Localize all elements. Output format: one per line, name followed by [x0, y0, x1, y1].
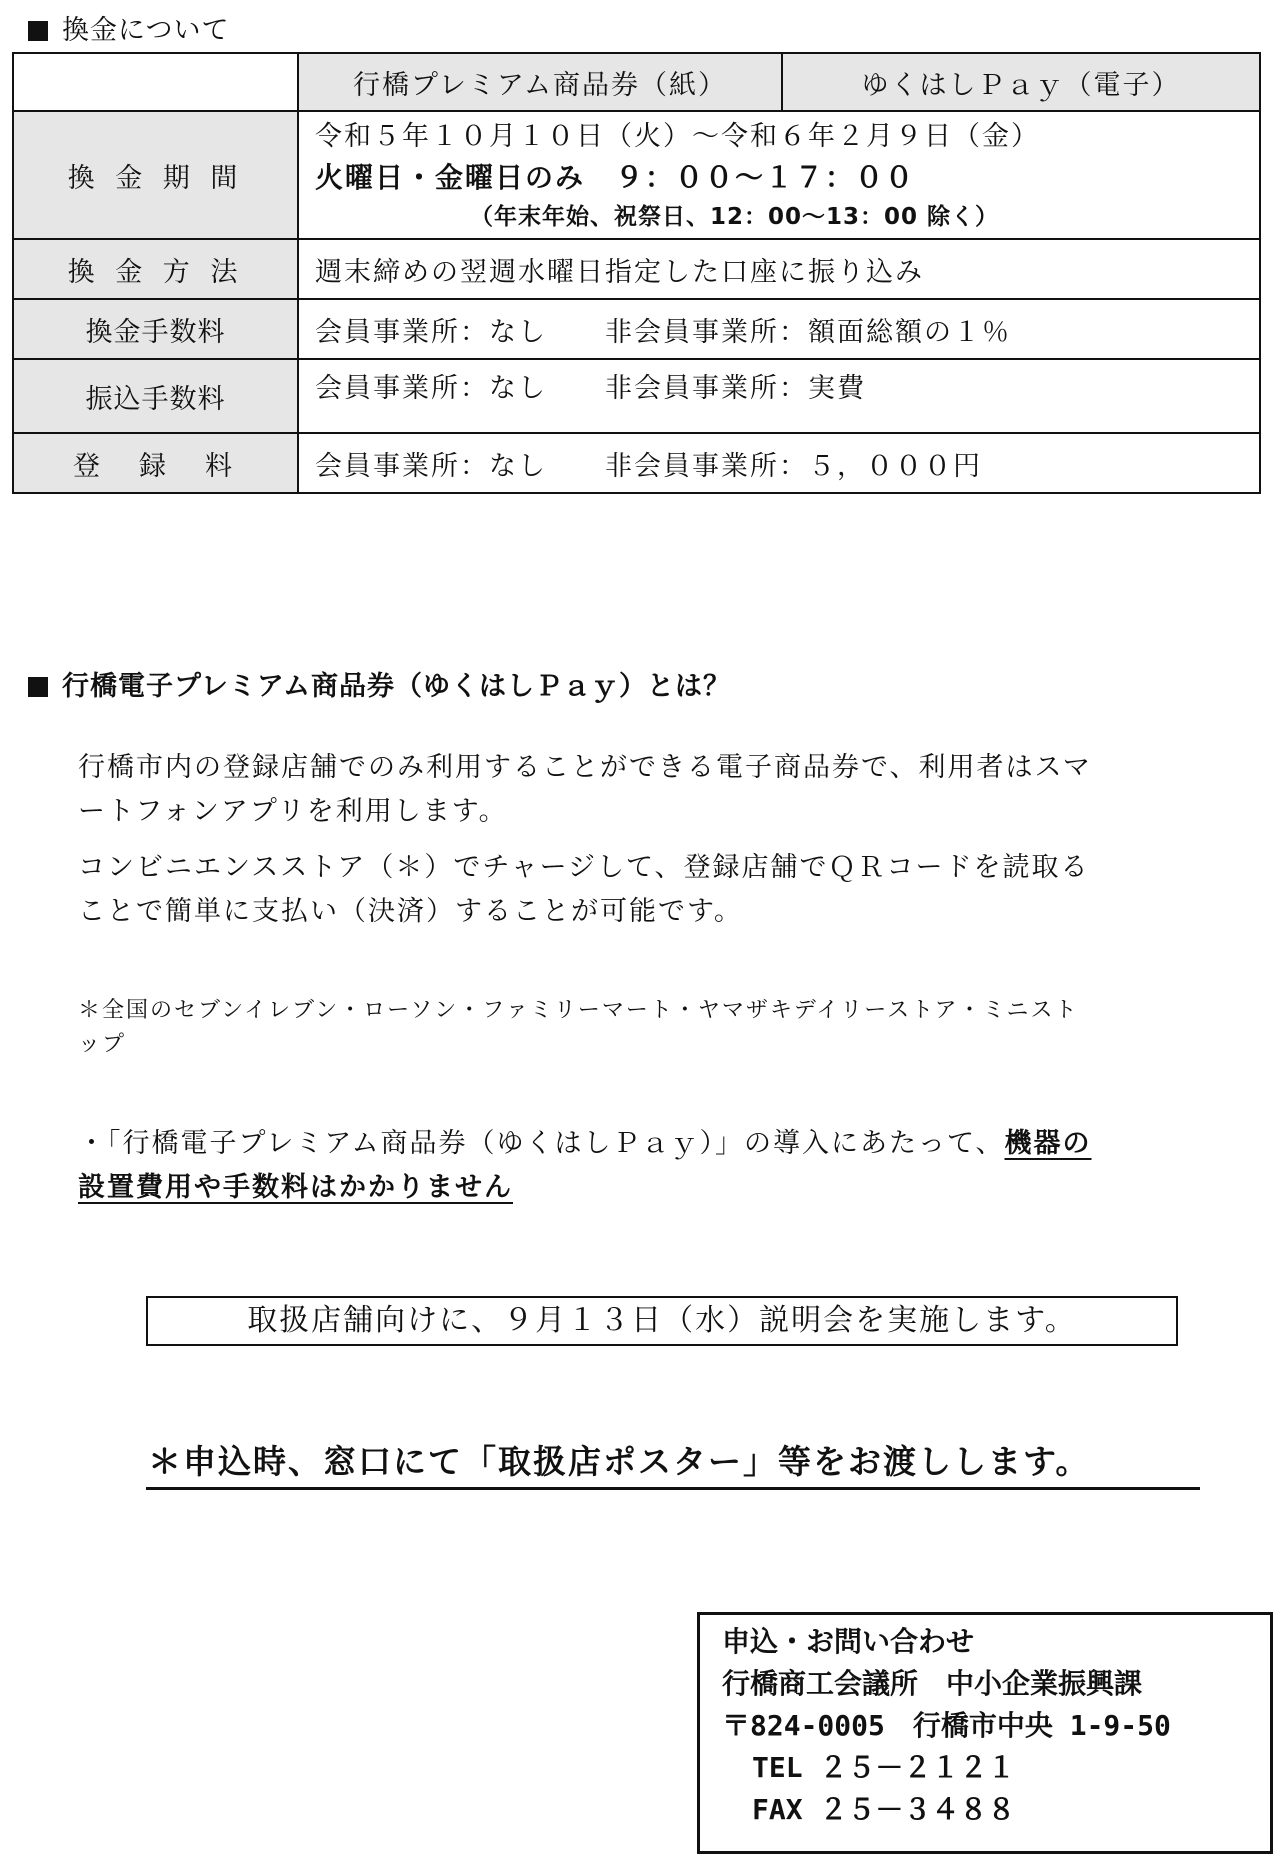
exchange-table: [12, 52, 1261, 494]
row-label-transfer-fee: 振込手数料: [13, 359, 298, 433]
about-heading: 行橋電子プレミアム商品券（ゆくはしＰａｙ）とは？: [28, 664, 731, 703]
about-paragraph-2: コンビニエンスストア（＊）でチャージして、登録店舗でＱＲコードを読取る ことで簡単に支払い（決済）することが可能です。: [78, 852, 1090, 927]
period-exclusions: （年末年始、祝祭日、12：00～13：00 除く）: [470, 204, 1000, 230]
contact-box: [697, 1612, 1273, 1854]
table-row: [13, 299, 1260, 359]
period-cell: [298, 111, 1260, 239]
table-row: [13, 239, 1260, 299]
row-label-method: 換 金 方 法: [13, 239, 298, 299]
header-digital: ゆくはしＰａｙ（電子）: [782, 53, 1260, 111]
exchange-heading: 換金について: [28, 8, 229, 47]
contact-organization: 行橋商工会議所 中小企業振興課: [722, 1667, 1143, 1700]
row-label-exchange-fee: 換金手数料: [13, 299, 298, 359]
period-dates: 令和５年１０月１０日（火）～令和６年２月９日（金）: [315, 121, 1040, 152]
row-label-registration-fee: 登 録 料: [13, 433, 298, 493]
square-bullet-icon: [28, 677, 48, 697]
contact-tel: TEL ２５－２１２１: [752, 1751, 1016, 1784]
table-row: [13, 359, 1260, 433]
about-paragraph-1: 行橋市内の登録店舗でのみ利用することができる電子商品券で、利用者はスマ ートフォンアプリを利用します。: [78, 752, 1092, 827]
method-value: 週末締めの翌週水曜日指定した口座に振り込み: [298, 239, 1260, 299]
table-header-row: [13, 53, 1260, 111]
table-row: [13, 111, 1260, 239]
contact-title: 申込・お問い合わせ: [722, 1625, 975, 1658]
row-label-period: 換 金 期 間: [13, 111, 298, 239]
table-row: [13, 433, 1260, 493]
contact-address: 〒824-0005 行橋市中央 1-9-50: [722, 1709, 1171, 1742]
transfer-fee-value: 会員事業所：なし 非会員事業所：実費: [298, 359, 1260, 433]
registration-fee-value: 会員事業所：なし 非会員事業所：５，０００円: [298, 433, 1260, 493]
period-hours: 火曜日・金曜日のみ ９：００～１７：００: [315, 161, 916, 194]
empty-corner-cell: [13, 53, 298, 111]
briefing-notice: 取扱店舗向けに、９月１３日（水）説明会を実施します。: [146, 1296, 1178, 1346]
square-bullet-icon: [28, 21, 48, 41]
exchange-fee-value: 会員事業所：なし 非会員事業所：額面総額の１％: [298, 299, 1260, 359]
header-paper: 行橋プレミアム商品券（紙）: [298, 53, 782, 111]
contact-fax: FAX ２５－３４８８: [752, 1793, 1016, 1826]
convenience-store-note: ＊全国のセブンイレブン・ローソン・ファミリーマート・ヤマザキデイリーストア・ミニスト ップ: [78, 998, 1079, 1057]
no-fee-notice: ・「行橋電子プレミアム商品券（ゆくはしＰａｙ）」の導入にあたって、機器の 設置費用や手数料はかかりません: [78, 1128, 1092, 1203]
poster-note: ＊申込時、窓口にて「取扱店ポスター」等をお渡しします。: [146, 1436, 1200, 1490]
